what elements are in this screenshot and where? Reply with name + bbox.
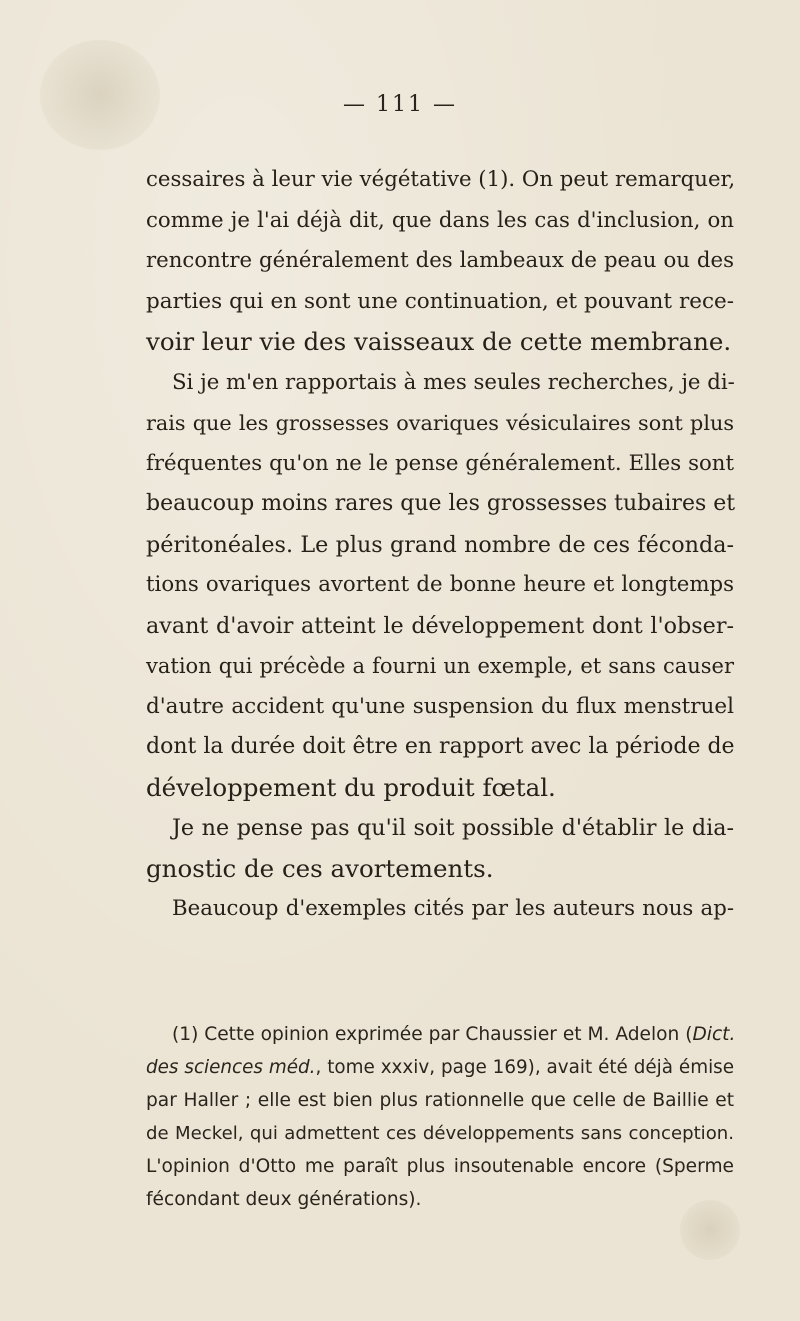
footnote xyxy=(146,1018,734,1216)
text-line: péritonéales. Le plus grand nombre de ces féconda- xyxy=(146,531,734,558)
page-number: — 111 — xyxy=(343,92,457,117)
footnote-line xyxy=(146,1018,734,1051)
footnote-text: (1) Cette opinion exprimée par Chaussier et M. Adelon ( xyxy=(172,1024,693,1045)
text-line: tions ovariques avortent de bonne heure et longtemps xyxy=(146,572,734,597)
text-line: cessaires à leur vie végétative (1). On peut remarquer, xyxy=(146,167,736,192)
text-line: parties qui en sont une continuation, et pouvant rece- xyxy=(146,288,734,314)
text-line: comme je l'ai déjà dit, que dans les cas d'inclusion, on xyxy=(146,207,734,233)
text-line: Beaucoup d'exemples cités par les auteurs nous ap- xyxy=(172,896,734,921)
footnote-line xyxy=(146,1051,734,1084)
footnote-text: , tome xxxiv, page 169), avait été déjà émise xyxy=(315,1057,735,1078)
text-line: beaucoup moins rares que les grossesses tubaires et xyxy=(146,491,736,516)
text-line: d'autre accident qu'une suspension du flux menstruel xyxy=(146,693,734,719)
footnote-line: L'opinion d'Otto me paraît plus insoutenable encore (Sperme xyxy=(146,1156,734,1177)
text-line: avant d'avoir atteint le développement dont l'obser- xyxy=(146,612,734,639)
text-line: Si je m'en rapportais à mes seules recherches, je di- xyxy=(172,369,735,395)
footnote-line: de Meckel, qui admettent ces développements sans conception. xyxy=(146,1123,734,1144)
text-line: fréquentes qu'on ne le pense généralement. Elles sont xyxy=(146,450,734,476)
text-line: rais que les grossesses ovariques vésiculaires sont plus xyxy=(146,411,734,435)
footnote-line: par Haller ; elle est bien plus rationnelle que celle de Baillie et xyxy=(146,1090,734,1111)
footnote-italic-text: des sciences méd. xyxy=(146,1057,316,1078)
text-line: développement du produit fœtal. xyxy=(146,772,556,802)
footnote-line: fécondant deux générations). xyxy=(146,1189,422,1210)
text-line: dont la durée doit être en rapport avec la période de xyxy=(146,734,735,759)
text-line: Je ne pense pas qu'il soit possible d'établir le dia- xyxy=(172,815,734,841)
text-line: voir leur vie des vaisseaux de cette membrane. xyxy=(146,327,732,356)
text-line: vation qui précède a fourni un exemple, et sans causer xyxy=(146,654,734,678)
text-line: gnostic de ces avortements. xyxy=(146,853,494,883)
footnote-italic-text: Dict. xyxy=(692,1024,736,1045)
text-line: rencontre généralement des lambeaux de peau ou des xyxy=(146,248,734,273)
body-text xyxy=(146,160,734,930)
